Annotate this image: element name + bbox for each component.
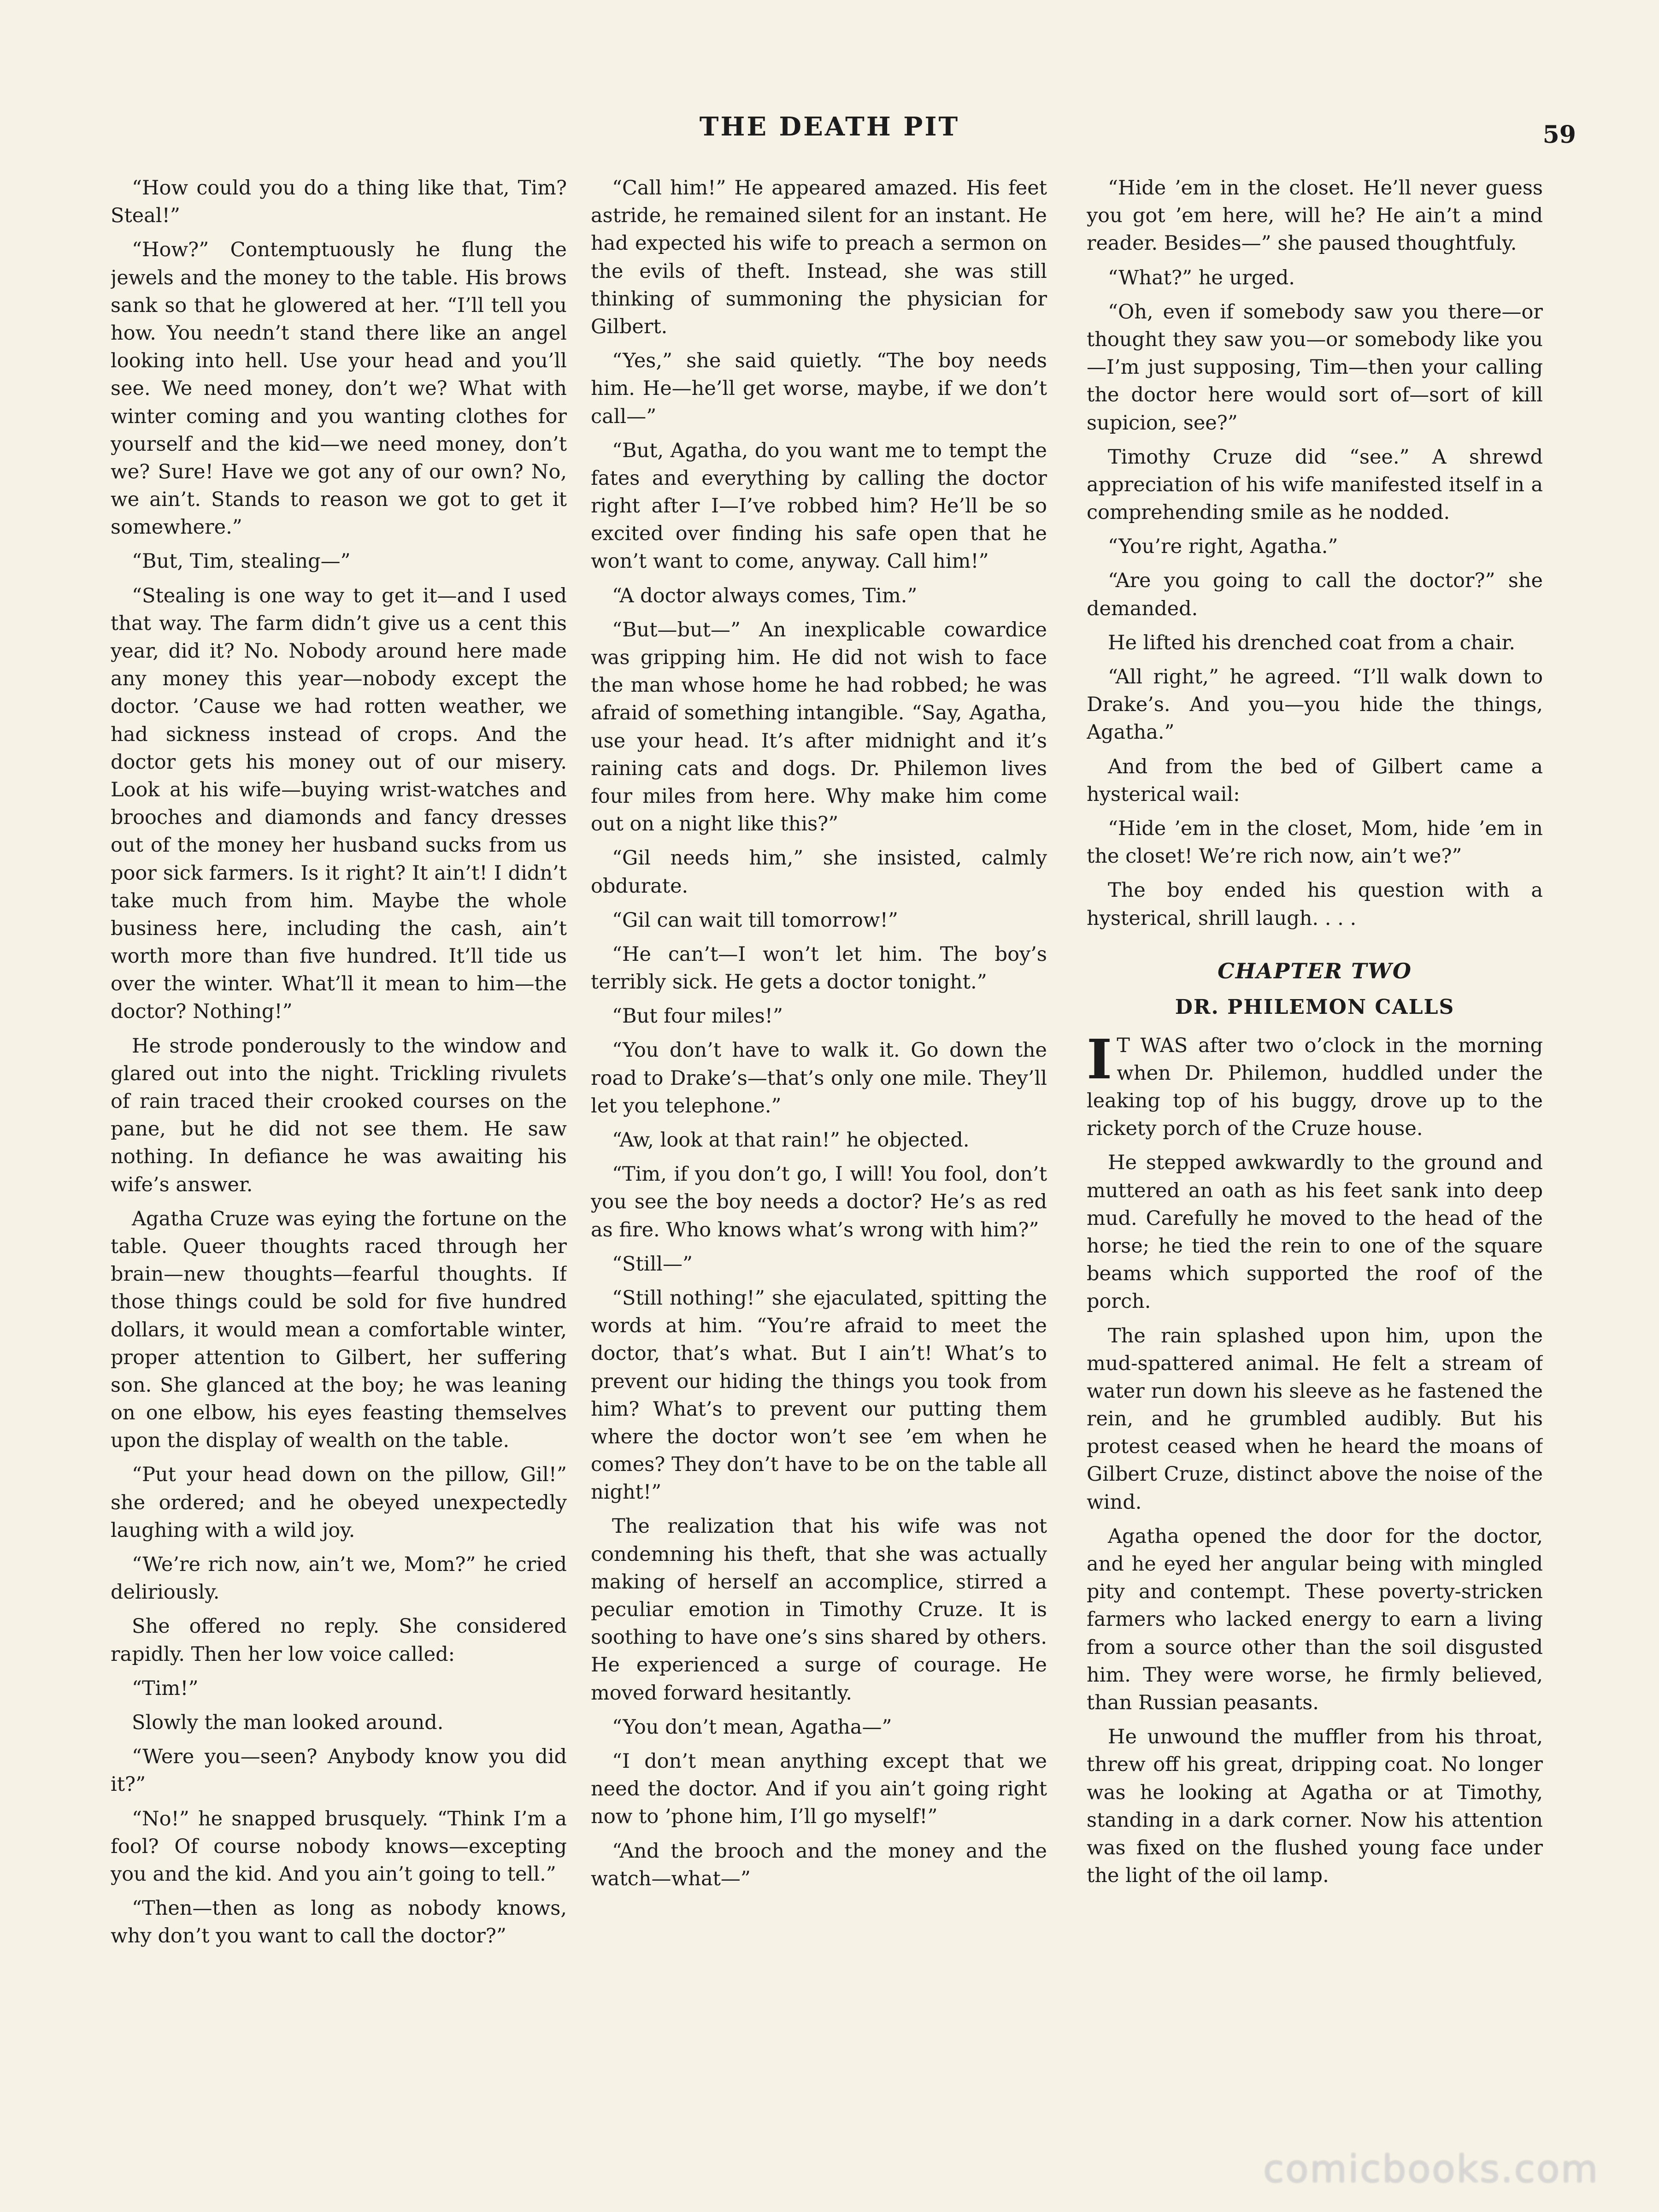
paragraph: “He can’t—I won’t let him. The boy’s terribly sick. He gets a doctor tonight.” <box>591 942 1047 994</box>
paragraph: Agatha Cruze was eying the fortune on the table. Queer thoughts raced through her brain—new thoughts—fearful thoughts. If those things could be sold for five hundred dollars, it would mean a comfortable winter, proper attention to Gilbert, her suffering son. She glanced at the boy; he was leaning on one elbow, his eyes feasting themselves upon the display of wealth on the table. <box>111 1207 567 1453</box>
paragraph: “Hide ’em in the closet. He’ll never guess you got ’em here, will he? He ain’t a mind reader. Besides—” she paused thoughtfuly. <box>1087 176 1543 255</box>
paragraph: “But four miles!” <box>612 1005 783 1028</box>
paragraph: The boy ended his question with a hysterical, shrill laugh. . . . <box>1087 879 1543 930</box>
text-column-3 <box>1087 174 1543 2073</box>
paragraph: He lifted his drenched coat from a chair. <box>1108 631 1516 654</box>
paragraph: “Then—then as long as nobody knows, why don’t you want to call the doctor?” <box>111 1897 567 1948</box>
paragraph: “All right,” he agreed. “I’ll walk down to Drake’s. And you—you hide the things, Agatha.” <box>1087 665 1543 744</box>
chapter-opening-paragraph <box>1087 1027 1543 1143</box>
watermark: comicbooks.com <box>1263 2147 1599 2191</box>
paragraph: “How?” Contemptuously he flung the jewels and the money to the table. His brows sank so that he glowered at her. “I’ll tell you how. You needn’t stand there like an angel looking into hell. Use your head and you’ll see. We need money, don’t we? What with winter coming and you wanting clothes for yourself and the kid—we need money, don’t we? Sure! Have we got any of our own? No, we ain’t. Stands to reason we got to get it somewhere.” <box>111 238 567 539</box>
page-number: 59 <box>1542 121 1576 149</box>
text-column-1 <box>111 174 567 2073</box>
paragraph: “Gil needs him,” she insisted, calmly obdurate. <box>591 847 1047 898</box>
chapter-heading: CHAPTER TWO <box>1218 958 1412 983</box>
paragraph: “Still nothing!” she ejaculated, spitting the words at him. “You’re afraid to meet the doctor, that’s what. But I ain’t! What’s to prevent our hiding the things you took from him? What’s to prevent our putting them where the doctor won’t see ’em when he comes? They don’t have to be on the table all night!” <box>591 1286 1047 1504</box>
paragraph: “Call him!” He appeared amazed. His feet astride, he remained silent for an instant. He had expected his wife to preach a sermon on the evils of theft. Instead, she was still thinking of summoning the physician for Gilbert. <box>591 176 1047 338</box>
paragraph: “We’re rich now, ain’t we, Mom?” he cried deliriously. <box>111 1553 567 1604</box>
drop-cap: I <box>1087 1027 1112 1091</box>
paragraph: “Gil can wait till tomorrow!” <box>612 908 898 932</box>
paragraph: The realization that his wife was not condemning his theft, that she was actually making of herself an accomplice, stirred a peculiar emotion in Timothy Cruze. It is soothing to have one’s sins shared by others. He experienced a surge of courage. He moved forward hesitantly. <box>591 1515 1047 1705</box>
paragraph: And from the bed of Gilbert came a hysterical wail: <box>1087 755 1543 806</box>
paragraph: Slowly the man looked around. <box>132 1711 444 1734</box>
paragraph: “Aw, look at that rain!” he objected. <box>612 1129 970 1152</box>
paragraph: “Are you going to call the doctor?” she demanded. <box>1087 569 1543 620</box>
paragraph: “But, Agatha, do you want me to tempt the fates and everything by calling the doctor right after I—I’ve robbed him? He’ll be so excited over finding his safe open that he won’t want to come, anyway. Call him!” <box>591 439 1047 573</box>
paragraph: “Hide ’em in the closet, Mom, hide ’em in the closet! We’re rich now, ain’t we?” <box>1087 817 1543 868</box>
paragraph: He stepped awkwardly to the ground and muttered an oath as his feet sank into deep mud. Carefully he moved to the head of the horse; he tied the rein to one of the square beams which supported the roof of the porch. <box>1087 1151 1543 1313</box>
text-column-2 <box>591 174 1047 2073</box>
paragraph: “How could you do a thing like that, Tim? Steal!” <box>111 176 567 228</box>
paragraph: “No!” he snapped brusquely. “Think I’m a fool? Of course nobody knows—excepting you and the kid. And you ain’t going to tell.” <box>111 1807 567 1886</box>
paragraph: “You don’t have to walk it. Go down the road to Drake’s—that’s only one mile. They’ll let you telephone.” <box>591 1039 1047 1118</box>
paragraph: “But, Tim, stealing—” <box>132 550 351 573</box>
paragraph: “Yes,” she said quietly. “The boy needs him. He—he’ll get worse, maybe, if we don’t call—” <box>591 349 1047 428</box>
paragraph: “Stealing is one way to get it—and I used that way. The farm didn’t give us a cent this year, did it? No. Nobody around here made any money this year—nobody except the doctor. ’Cause we had rotten weather, we had sickness instead of crops. And the doctor gets his money out of our misery. Look at his wife—buying wrist-watches and brooches and diamonds and fancy dresses out of the money her husband sucks from us poor sick farmers. Is it right? It ain’t! I didn’t take much from him. Maybe the whole business here, including the cash, ain’t worth more than five hundred. It’ll tide us over the winter. What’ll it mean to him—the doctor? Nothing!” <box>111 584 567 1024</box>
paragraph: “Tim, if you don’t go, I will! You fool, don’t you see the boy needs a doctor? He’s as red as fire. Who knows what’s wrong with him?” <box>591 1163 1047 1241</box>
paragraph: “Tim!” <box>132 1677 199 1700</box>
paragraph: “But—but—” An inexplicable cowardice was gripping him. He did not wish to face the man whose home he had robbed; he was afraid of something intangible. “Say, Agatha, use your head. It’s after midnight and it’s raining cats and dogs. Dr. Philemon lives four miles from here. Why make him come out on a night like this?” <box>591 618 1047 836</box>
paragraph: “And the brooch and the money and the watch—what—” <box>591 1839 1047 1890</box>
paragraph: Timothy Cruze did “see.” A shrewd appreciation of his wife manifested itself in a comprehending smile as he nodded. <box>1087 445 1543 524</box>
opening-text: T WAS after two o’clock in the morning when Dr. Philemon, huddled under the leaking top of his buggy, drove up to the rickety porch of the Cruze house. <box>1087 1034 1543 1141</box>
paragraph: He unwound the muffler from his throat, threw off his great, dripping coat. No longer was he looking at Agatha or at Timothy, standing in a dark corner. Now his attention was fixed on the flushed young face under the light of the oil lamp. <box>1087 1725 1543 1888</box>
page-title: THE DEATH PIT <box>699 112 960 142</box>
paragraph: The rain splashed upon him, upon the mud-spattered animal. He felt a stream of water run down his sleeve as he fastened the rein, and he grumbled audibly. But his protest ceased when he heard the moans of Gilbert Cruze, distinct above the noise of the wind. <box>1087 1324 1543 1514</box>
chapter-subheading: DR. PHILEMON CALLS <box>1175 995 1455 1019</box>
paragraph: “Were you—seen? Anybody know you did it?” <box>111 1745 567 1796</box>
paragraph: “Oh, even if somebody saw you there—or thought they saw you—or somebody like you—I’m just supposing, Tim—then your calling the doctor here would sort of—sort of kill supicion, see?” <box>1087 300 1543 435</box>
paragraph: “I don’t mean anything except that we need the doctor. And if you ain’t going right now to ’phone him, I’ll go myself!” <box>591 1749 1047 1829</box>
paragraph: She offered no reply. She considered rapidly. Then her low voice called: <box>111 1615 567 1666</box>
paragraph: “You’re right, Agatha.” <box>1108 535 1338 559</box>
paragraph: “What?” he urged. <box>1108 266 1295 289</box>
paragraph: Agatha opened the door for the doctor, and he eyed her angular being with mingled pity and contempt. These poverty-stricken farmers who lacked energy to earn a living from a source other than the soil disgusted him. They were worse, he firmly believed, than Russian peasants. <box>1087 1524 1543 1714</box>
paragraph: He strode ponderously to the window and glared out into the night. Trickling rivulets of rain traced their crooked courses on the pane, but he did not see them. He saw nothing. In defiance he was awaiting his wife’s answer. <box>111 1034 567 1196</box>
paragraph: “A doctor always comes, Tim.” <box>612 584 918 607</box>
paragraph: “You don’t mean, Agatha—” <box>612 1715 892 1739</box>
paragraph: “Still—” <box>612 1252 693 1276</box>
paragraph: “Put your head down on the pillow, Gil!” she ordered; and he obeyed unexpectedly laughing with a wild joy. <box>111 1463 567 1542</box>
